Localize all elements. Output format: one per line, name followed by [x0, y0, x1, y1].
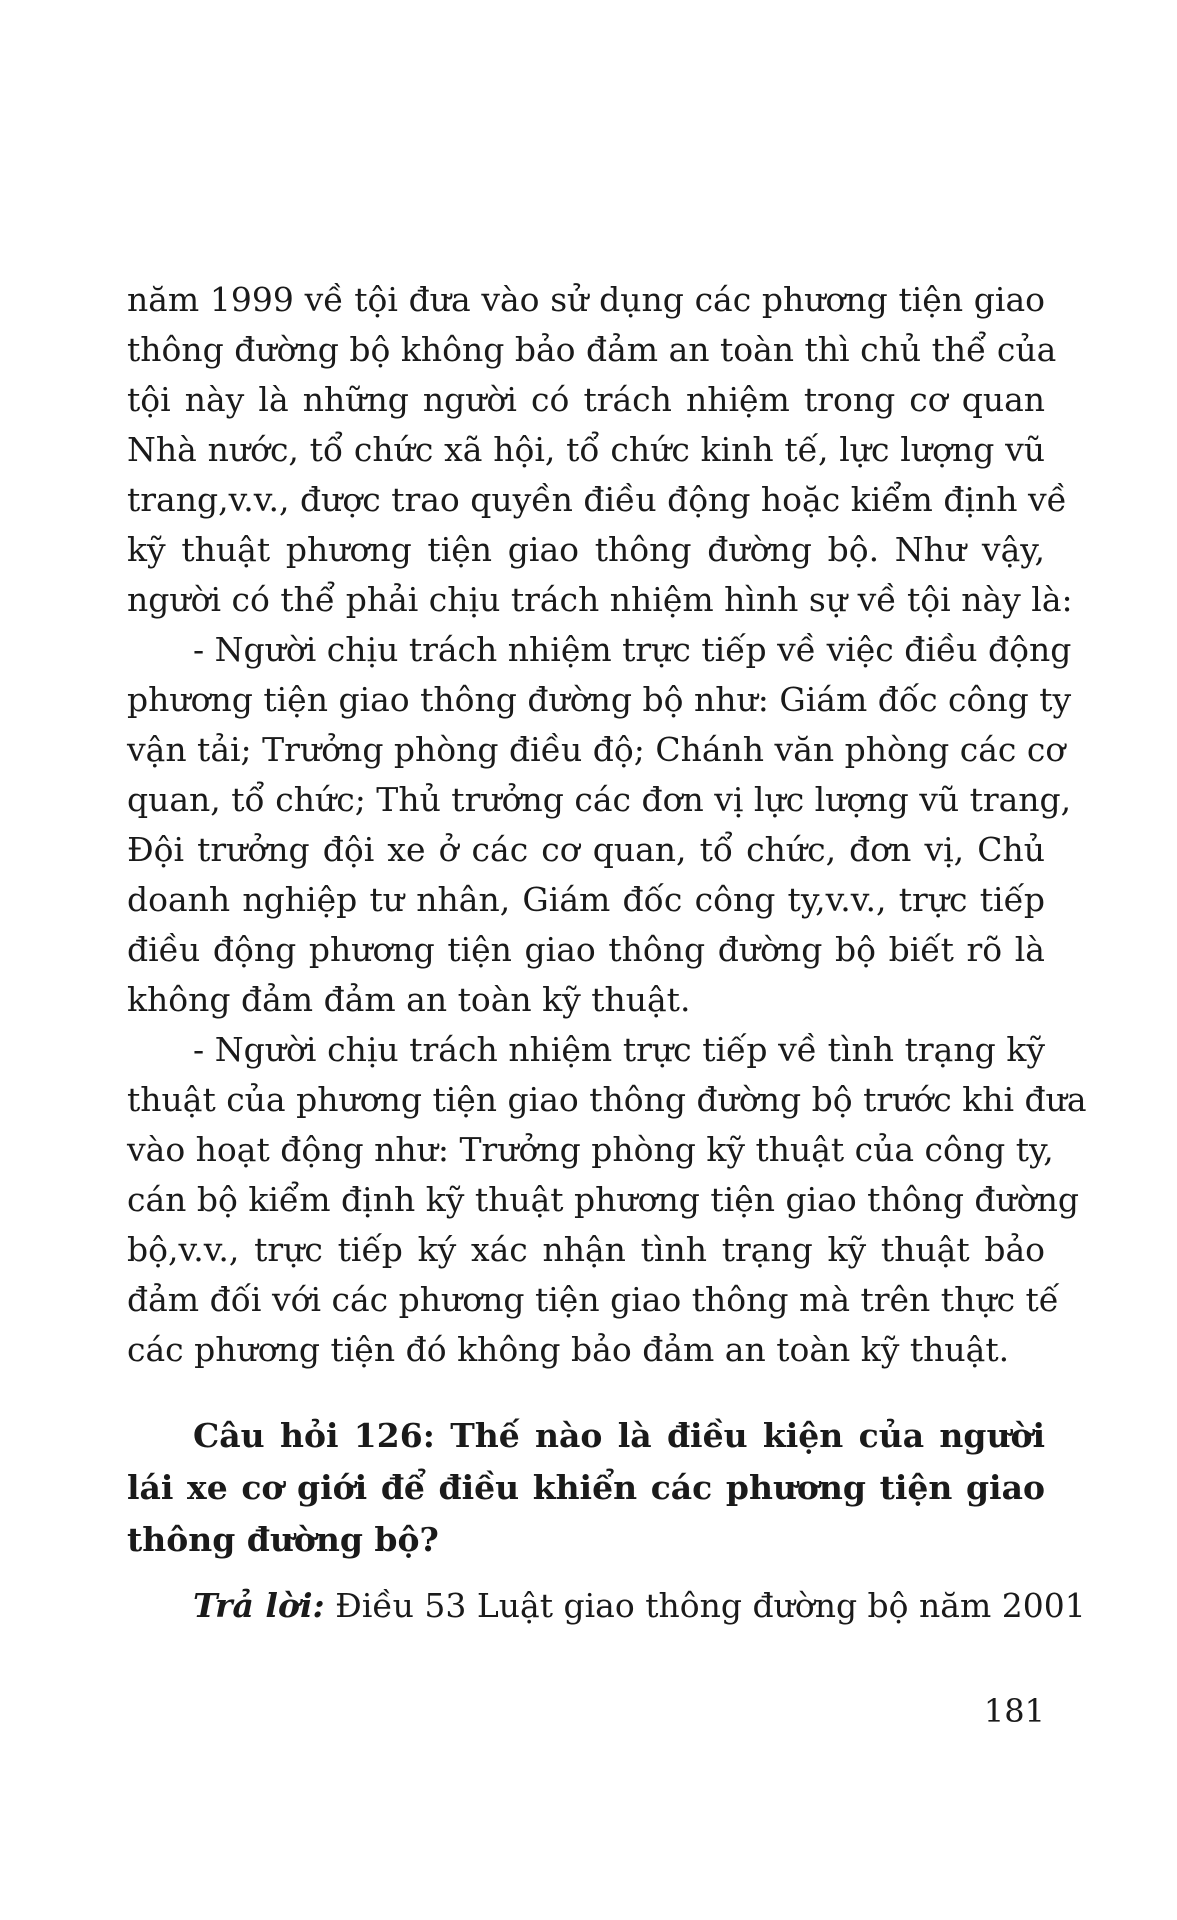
text-line: quan, tổ chức; Thủ trưởng các đơn vị lực lượng vũ trang,: [127, 780, 1072, 819]
text-line: kỹ thuật phương tiện giao thông đường bộ. Như vậy,: [127, 530, 1045, 569]
question-line: lái xe cơ giới để điều khiển các phương tiện giao: [127, 1468, 1045, 1507]
text-line: phương tiện giao thông đường bộ như: Giám đốc công ty: [127, 680, 1072, 719]
text-line: doanh nghiệp tư nhân, Giám đốc công ty,v.v., trực tiếp: [127, 880, 1045, 919]
answer-paragraph: [127, 1581, 1086, 1631]
text-line: tội này là những người có trách nhiệm trong cơ quan: [127, 380, 1045, 419]
text-line: vào hoạt động như: Trưởng phòng kỹ thuật của công ty,: [127, 1130, 1054, 1169]
text-line: điều động phương tiện giao thông đường bộ biết rõ là: [127, 930, 1045, 969]
text-line: bộ,v.v., trực tiếp ký xác nhận tình trạng kỹ thuật bảo: [127, 1230, 1045, 1269]
text-line: đảm đối với các phương tiện giao thông mà trên thực tế: [127, 1280, 1060, 1319]
text-line: các phương tiện đó không bảo đảm an toàn kỹ thuật.: [127, 1330, 1010, 1369]
text-line: thông đường bộ không bảo đảm an toàn thì chủ thể của: [127, 330, 1057, 369]
body-text: [127, 275, 1087, 1375]
list-item-line: - Người chịu trách nhiệm trực tiếp về việc điều động: [193, 630, 1072, 669]
text-line: vận tải; Trưởng phòng điều độ; Chánh văn phòng các cơ: [127, 730, 1066, 769]
text-line: thuật của phương tiện giao thông đường bộ trước khi đưa: [127, 1080, 1087, 1119]
text-line: cán bộ kiểm định kỹ thuật phương tiện giao thông đường: [127, 1180, 1080, 1219]
answer-text: Điều 53 Luật giao thông đường bộ năm 2001: [324, 1586, 1086, 1625]
text-line: Nhà nước, tổ chức xã hội, tổ chức kinh tế, lực lượng vũ: [127, 430, 1045, 469]
text-line: trang,v.v., được trao quyền điều động hoặc kiểm định về: [127, 480, 1067, 519]
text-line: năm 1999 về tội đưa vào sử dụng các phương tiện giao: [127, 280, 1045, 319]
answer-line: [127, 1581, 1086, 1631]
text-line: Đội trưởng đội xe ở các cơ quan, tổ chức, đơn vị, Chủ: [127, 830, 1045, 869]
text-line: không đảm đảm an toàn kỹ thuật.: [127, 980, 691, 1019]
text-line: người có thể phải chịu trách nhiệm hình sự về tội này là:: [127, 580, 1073, 619]
question-heading: [127, 1410, 1045, 1566]
question-line: Câu hỏi 126: Thế nào là điều kiện của người: [193, 1416, 1045, 1455]
list-item-line: - Người chịu trách nhiệm trực tiếp về tình trạng kỹ: [193, 1030, 1045, 1069]
page-number: 181: [983, 1692, 1045, 1730]
question-line: thông đường bộ?: [127, 1520, 439, 1559]
answer-label: Trả lời:: [193, 1586, 325, 1625]
